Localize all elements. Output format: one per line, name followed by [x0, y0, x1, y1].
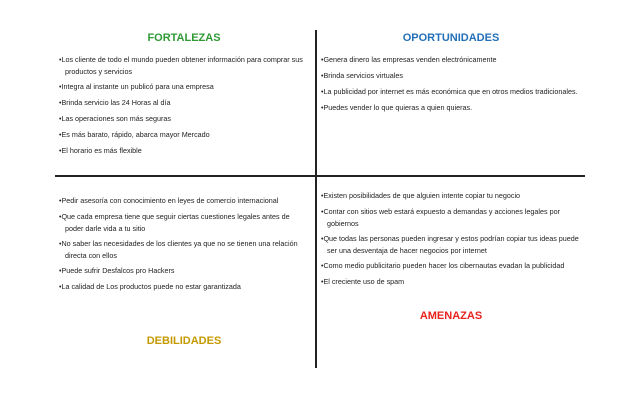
list-item: •Es más barato, rápido, abarca mayor Mercado — [59, 130, 210, 139]
list-item: •Genera dinero las empresas venden electrónicamente — [321, 55, 497, 64]
amenazas-title: AMENAZAS — [419, 310, 483, 322]
list-item: •Pedir asesoría con conocimiento en leyes de comercio internacional — [59, 196, 279, 205]
fortalezas-title: FORTALEZAS — [147, 32, 221, 44]
list-item: •La calidad de Los productos puede no estar garantizada — [59, 282, 241, 291]
debilidades-quadrant — [58, 195, 310, 297]
vertical-divider — [315, 30, 317, 368]
list-item: •Puedes vender lo que quieras a quien quieras. — [321, 103, 473, 112]
list-item: •Integra al instante un publicó para una empresa — [59, 82, 214, 91]
amenazas-list — [320, 190, 582, 288]
debilidades-list — [58, 195, 310, 293]
list-item: •Existen posibilidades de que alguien intente copiar tu negocio — [321, 191, 521, 200]
list-item: •El creciente uso de spam — [321, 277, 405, 286]
list-item: •Brinda servicios virtuales — [321, 71, 403, 80]
list-item: •No saber las necesidades de los clientes ya que no se tienen una relación directa con ellos — [59, 239, 298, 260]
list-item: •Los cliente de todo el mundo pueden obtener información para comprar sus productos y servicios — [59, 55, 303, 76]
oportunidades-list — [320, 54, 582, 114]
list-item: •El horario es más flexible — [59, 146, 142, 155]
debilidades-title: DEBILIDADES — [146, 335, 222, 347]
list-item: •Como medio publicitario pueden hacer los cibernautas evadan la publicidad — [321, 261, 565, 270]
list-item: •La publicidad por internet es más económica que en otros medios tradicionales. — [321, 87, 578, 96]
list-item: •Contar con sitios web estará expuesto a demandas y acciones legales por gobiernos — [321, 207, 560, 228]
oportunidades-title: OPORTUNIDADES — [402, 32, 500, 44]
list-item: •Las operaciones son más seguras — [59, 114, 171, 123]
amenazas-quadrant — [320, 190, 582, 292]
horizontal-divider — [55, 175, 585, 177]
list-item: •Que cada empresa tiene que seguir ciertas cuestiones legales antes de poder darle vida a tu sitio — [59, 212, 290, 233]
fortalezas-list — [58, 54, 310, 157]
oportunidades-quadrant — [320, 32, 582, 118]
fortalezas-quadrant — [58, 32, 310, 161]
list-item: •Puede sufrir Desfalcos pro Hackers — [59, 266, 175, 275]
list-item: •Que todas las personas pueden ingresar y estos podrían copiar tus ideas puede ser una desventaja de hacer negocios por internet — [321, 234, 579, 255]
list-item: •Brinda servicio las 24 Horas al día — [59, 98, 171, 107]
